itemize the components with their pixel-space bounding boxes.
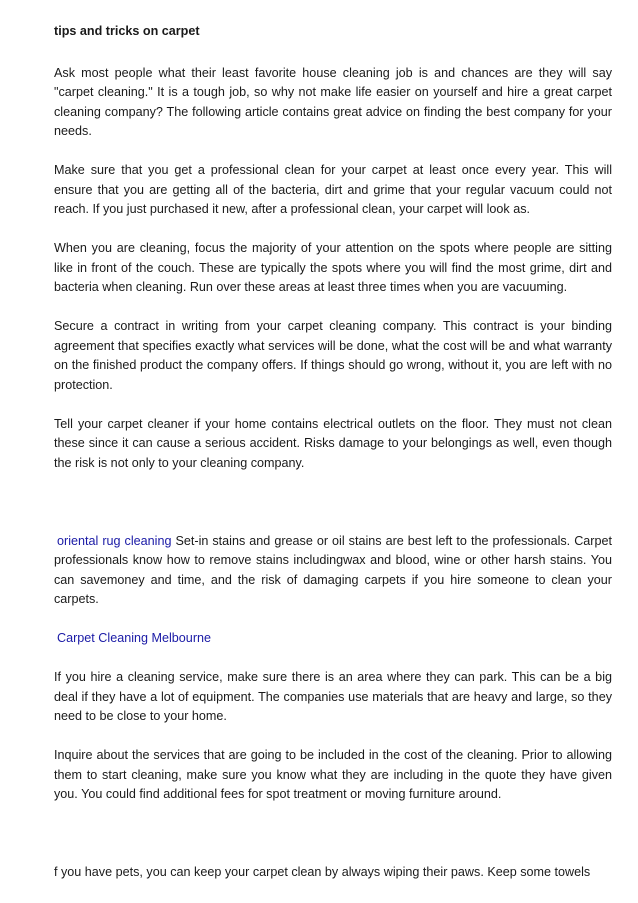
paragraph-electrical-outlets: Tell your carpet cleaner if your home contains electrical outlets on the floor. They must not clean these since it can cause a serious accident. Risks damage to your belongings as well, even though the risk is not only to your cleaning company. [54, 416, 612, 470]
article-title: tips and tricks on carpet [54, 24, 200, 38]
paragraph-link-line [54, 629, 612, 649]
paragraph-parking: If you hire a cleaning service, make sure there is an area where they can park. This can be a big deal if they have a lot of equipment. The companies use materials that are heavy and large, so they need to be close to your home. [54, 670, 612, 723]
paragraph-stains-text: Set-in stains and grease or oil stains are best left to the professionals. Carpet professionals know how to remove stains includingwax and blood, wine or other harsh stains. You can savemoney and time, and the risk of damaging carpets if you hire someone to clean your carpets. [54, 533, 612, 606]
paragraph-stains [54, 532, 612, 610]
paragraph-annual-clean: Make sure that you get a professional clean for your carpet at least once every year. This will ensure that you are getting all of the bacteria, dirt and grime that your regular vacuum could not reach. If you just purchased it new, after a professional clean, your carpet will look as. [54, 163, 612, 216]
paragraph-intro: Ask most people what their least favorite house cleaning job is and chances are they will say "carpet cleaning." It is a tough job, so why not make life easier on yourself and hire a great carpet cleaning company? The following article contains great advice on finding the best company for your needs. [54, 65, 612, 138]
document-page [54, 22, 612, 902]
paragraph-services: Inquire about the services that are going to be included in the cost of the cleaning. Prior to allowing them to start cleaning, make sure you know what they are including in the quote they have given you. You could find additional fees for spot treatment or moving furniture around. [54, 748, 612, 801]
paragraph-focus-spots: When you are cleaning, focus the majority of your attention on the spots where people are sitting like in front of the couch. These are typically the spots where you will find the most grime, dirt and bacteria when cleaning. Run over these areas at least three times when you are vacuuming. [54, 241, 612, 294]
spacer [54, 824, 612, 863]
paragraph-contract: Secure a contract in writing from your carpet cleaning company. This contract is your binding agreement that specifies exactly what services will be done, what the cost will be and what warranty on the finished product the company offers. If things should go wrong, without it, you are left with no protection. [54, 319, 612, 392]
carpet-cleaning-melbourne-link[interactable]: Carpet Cleaning Melbourne [57, 631, 212, 645]
oriental-rug-cleaning-link[interactable]: oriental rug cleaning [57, 533, 172, 548]
paragraph-pets: f you have pets, you can keep your carpet clean by always wiping their paws. Keep some towels [54, 865, 591, 879]
spacer [54, 493, 612, 532]
